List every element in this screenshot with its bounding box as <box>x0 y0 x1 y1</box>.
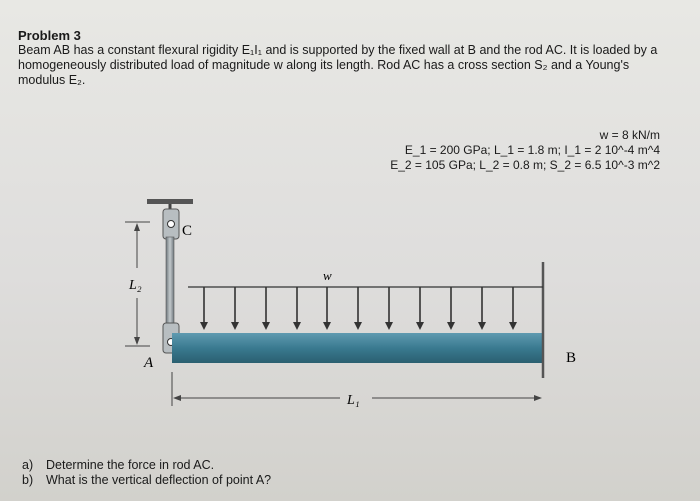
load-arrow <box>385 287 393 330</box>
problem-statement: Beam AB has a constant flexural rigidity E₁I₁ and is supported by the fixed wall at B and the rod AC. It is loaded by a homogeneously distributed load of magnitude w along its length. Rod AC has a cross section S₂ and a Young's modulus E₂. <box>18 43 658 87</box>
label-b: B <box>566 350 577 366</box>
parameter-line: w = 8 kN/m <box>599 128 660 142</box>
load-arrow <box>478 287 486 330</box>
label-l2: L₂ <box>129 278 142 293</box>
label-c: C <box>182 223 193 239</box>
question-label: b) <box>22 473 34 487</box>
label-l1: L₁ <box>347 393 360 408</box>
label-a: A <box>144 355 154 371</box>
load-arrow <box>509 287 517 330</box>
label-w: w <box>323 268 332 283</box>
load-arrow <box>354 287 362 330</box>
question-item <box>22 473 271 488</box>
question-text: What is the vertical deflection of point A? <box>46 473 272 487</box>
load-arrow <box>416 287 424 330</box>
question-label: a) <box>22 458 34 472</box>
question-item <box>22 458 271 473</box>
load-arrow <box>293 287 301 330</box>
load-arrow <box>200 287 208 330</box>
parameter-line: E_2 = 105 GPa; L_2 = 0.8 m; S_2 = 6.5 10^-3 m^2 <box>390 158 660 172</box>
beam-ab <box>172 333 543 363</box>
load-arrow <box>323 287 331 330</box>
problem-title: Problem 3 <box>18 28 81 43</box>
parameter-line: E_1 = 200 GPa; L_1 = 1.8 m; I_1 = 2 10^-4 m^4 <box>404 143 660 157</box>
load-arrow <box>231 287 239 330</box>
distributed-load <box>188 287 543 330</box>
rod-ac <box>166 237 174 327</box>
load-arrow <box>447 287 455 330</box>
questions-list <box>22 458 271 488</box>
load-arrow <box>262 287 270 330</box>
question-text: Determine the force in rod AC. <box>46 458 215 472</box>
